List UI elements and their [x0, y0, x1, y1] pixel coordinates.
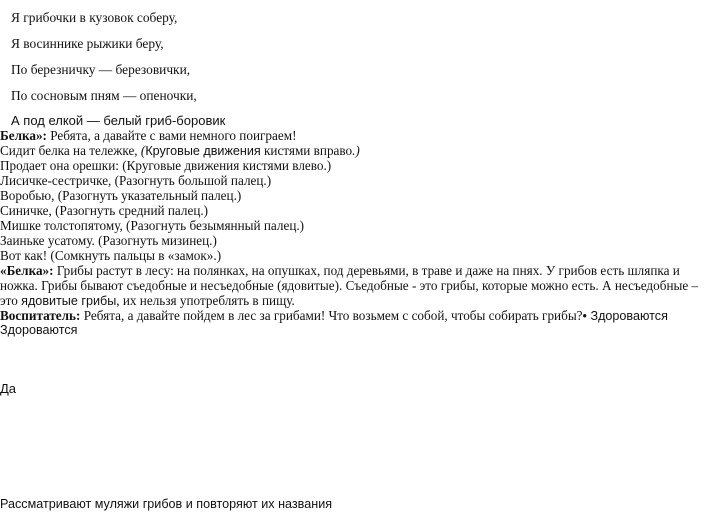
belka-intro-text: Ребята, а давайте с вами немного поиграем! [46, 128, 297, 143]
reply-greet-2: Здороваются [0, 323, 78, 337]
game-line-3: Лисичке-сестричке, (Разогнуть большой палец.) [0, 173, 272, 188]
teacher-line [0, 308, 668, 324]
game-line-7: Заиньке усатому. (Разогнуть мизинец.) [0, 233, 217, 248]
belka-mushrooms-text-3a: это [0, 293, 22, 308]
game-line-2: Продает она орешки: (Круговые движения кистями влево.) [0, 158, 332, 173]
game-line-1-paren: ( [140, 143, 146, 158]
game-line-1-text: Сидит белка на тележке, [0, 143, 141, 158]
belka-intro [0, 128, 296, 143]
poem-line-2: Я восиннике рыжики беру, [11, 36, 164, 51]
game-line-1 [0, 143, 360, 159]
belka-mushrooms-line-1 [0, 263, 680, 278]
belka-mushrooms-poisonous: ядовитые грибы [21, 294, 117, 308]
game-line-4: Воробью, (Разогнуть указательный палец.) [0, 188, 242, 203]
speaker-belka-2: «Белка»: [0, 263, 54, 278]
bullet-icon: • [582, 309, 587, 323]
poem-line-5: А под елкой — белый гриб-боровик [11, 113, 226, 128]
belka-mushrooms-text-1: Грибы растут в лесу: на полянках, на опушках, под деревьями, в траве и даже на пнях. У грибов есть шляпка и [53, 263, 680, 278]
game-line-1-action: Круговые движения [145, 144, 261, 158]
belka-mushrooms-line-2: ножка. Грибы бывают съедобные и несъедобные (ядовитые). Съедобные - это грибы, которые можно есть. А несъедобные – [0, 278, 699, 293]
game-line-8: Вот как! (Сомкнуть пальцы в «замок».) [0, 248, 222, 263]
footer-note: Рассматривают муляжи грибов и повторяют их названия [0, 497, 333, 511]
game-line-5: Синичке, (Разогнуть средний палец.) [0, 203, 209, 218]
speaker-teacher: Воспитатель: [0, 308, 81, 323]
poem-line-4: По сосновым пням — опеночки, [11, 88, 197, 103]
reply-greet-1: Здороваются [586, 309, 668, 323]
speaker-belka: Белка»: [0, 128, 47, 143]
belka-mushrooms-line-3 [0, 293, 295, 309]
poem-line-1: Я грибочки в кузовок соберу, [11, 10, 178, 25]
game-line-6: Мишке толстопятому, (Разогнуть безымянный палец.) [0, 218, 305, 233]
teacher-text: Ребята, а давайте пойдем в лес за грибами! Что возьмем с собой, чтобы собирать грибы? [80, 308, 583, 323]
game-line-1-action-rest: кистями вправо [260, 143, 353, 158]
game-line-1-close: .) [352, 143, 360, 158]
poem-line-3: По березничку — березовички, [11, 62, 191, 77]
belka-mushrooms-text-3c: , их нельзя употреблять в пищу. [116, 293, 295, 308]
answer-yes: Да [0, 381, 17, 396]
